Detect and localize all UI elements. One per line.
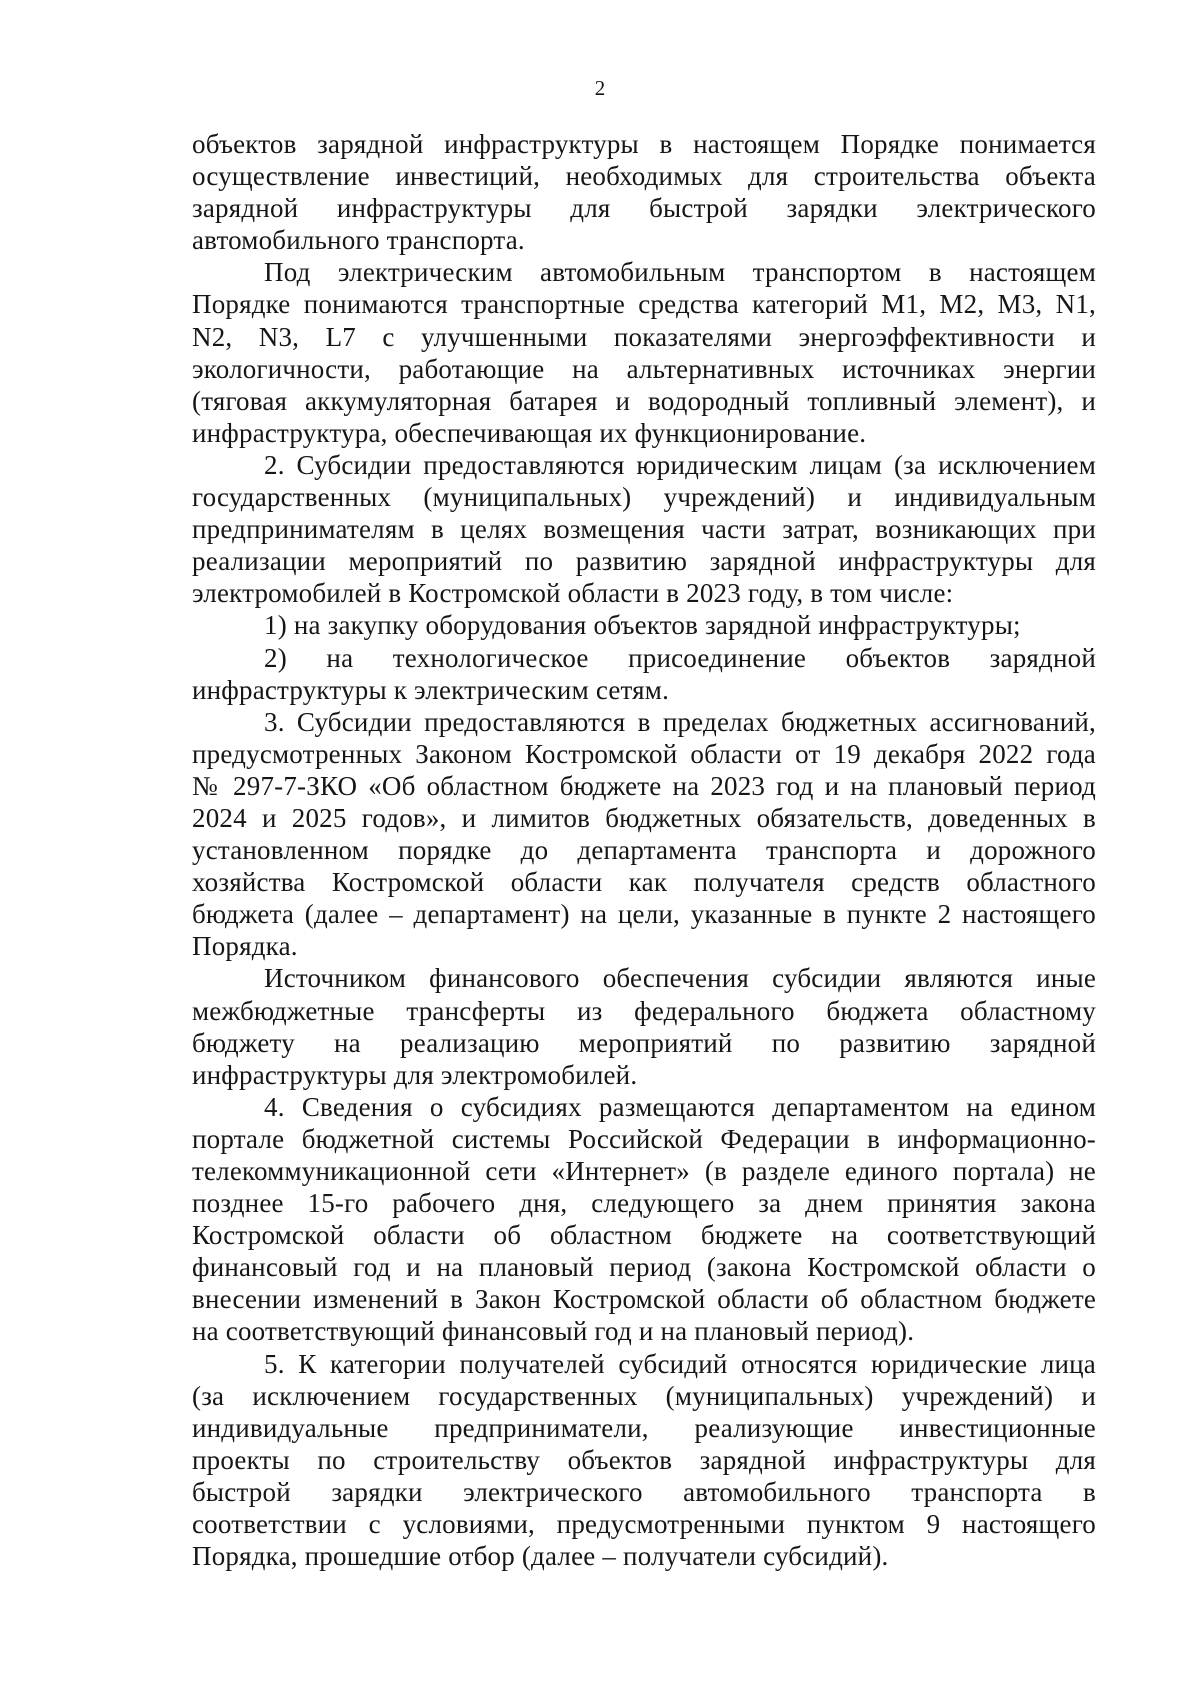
text-line: экологичности, работающие на альтернативных источниках энергии <box>192 353 1096 384</box>
text-line: инфраструктуры для электромобилей. <box>192 1059 638 1090</box>
document-body <box>192 128 1096 1572</box>
text-line: хозяйства Костромской области как получателя средств областного <box>192 867 1096 898</box>
text-line: 3. Субсидии предоставляются в пределах бюджетных ассигнований, <box>264 706 1096 737</box>
text-line: N2, N3, L7 с улучшенными показателями энергоэффективности и <box>192 321 1096 352</box>
text-line: бюджета (далее – департамент) на цели, указанные в пункте 2 настоящего <box>192 899 1096 930</box>
text-line: (тяговая аккумуляторная батарея и водородный топливный элемент), и <box>192 385 1096 416</box>
text-line: предпринимателям в целях возмещения части затрат, возникающих при <box>192 514 1096 545</box>
text-line: государственных (муниципальных) учреждений) и индивидуальным <box>192 482 1096 513</box>
text-line: 2024 и 2025 годов», и лимитов бюджетных обязательств, доведенных в <box>192 802 1096 833</box>
text-line: установленном порядке до департамента транспорта и дорожного <box>192 835 1096 866</box>
text-line: 4. Сведения о субсидиях размещаются департаментом на едином <box>264 1091 1096 1122</box>
text-line: проекты по строительству объектов зарядной инфраструктуры для <box>192 1444 1096 1475</box>
text-line: портале бюджетной системы Российской Федерации в информационно- <box>192 1123 1096 1154</box>
text-line: Костромской области об областном бюджете на соответствующий <box>192 1220 1096 1251</box>
text-line: инфраструктуры к электрическим сетям. <box>192 674 670 705</box>
text-line: предусмотренных Законом Костромской области от 19 декабря 2022 года <box>192 738 1096 769</box>
text-line: индивидуальные предприниматели, реализующие инвестиционные <box>192 1412 1096 1443</box>
text-line: 1) на закупку оборудования объектов зарядной инфраструктуры; <box>264 610 1021 641</box>
text-line: инфраструктура, обеспечивающая их функционирование. <box>192 417 867 448</box>
text-line: осуществление инвестиций, необходимых для строительства объекта <box>192 161 1096 192</box>
text-line: на соответствующий финансовый год и на плановый период). <box>192 1316 915 1347</box>
text-line: 5. К категории получателей субсидий относятся юридические лица <box>264 1348 1096 1379</box>
text-line: бюджету на реализацию мероприятий по развитию зарядной <box>192 1027 1096 1058</box>
text-line: Под электрическим автомобильным транспортом в настоящем <box>264 257 1096 288</box>
text-line: № 297-7-ЗКО «Об областном бюджете на 2023 год и на плановый период <box>192 770 1096 801</box>
text-line: Порядка. <box>192 931 298 962</box>
page-number: 2 <box>594 76 606 100</box>
text-line: Источником финансового обеспечения субсидии являются иные <box>264 963 1096 994</box>
text-line: Порядка, прошедшие отбор (далее – получатели субсидий). <box>192 1541 889 1572</box>
text-line: реализации мероприятий по развитию зарядной инфраструктуры для <box>192 546 1096 577</box>
text-line: телекоммуникационной сети «Интернет» (в разделе единого портала) не <box>192 1156 1096 1186</box>
text-line: Порядке понимаются транспортные средства категорий M1, M2, M3, N1, <box>192 289 1096 320</box>
text-line: внесении изменений в Закон Костромской области об областном бюджете <box>192 1284 1096 1315</box>
text-line: быстрой зарядки электрического автомобильного транспорта в <box>192 1476 1096 1507</box>
text-line: объектов зарядной инфраструктуры в настоящем Порядке понимается <box>192 129 1096 159</box>
text-line: (за исключением государственных (муниципальных) учреждений) и <box>192 1380 1096 1411</box>
text-line: электромобилей в Костромской области в 2023 году, в том числе: <box>192 578 954 609</box>
text-line: зарядной инфраструктуры для быстрой зарядки электрического <box>192 193 1096 224</box>
text-line: позднее 15-го рабочего дня, следующего за днем принятия закона <box>192 1188 1096 1219</box>
text-line: 2) на технологическое присоединение объектов зарядной <box>264 642 1096 673</box>
text-line: автомобильного транспорта. <box>192 225 525 256</box>
text-line: 2. Субсидии предоставляются юридическим лицам (за исключением <box>264 449 1096 480</box>
text-line: межбюджетные трансферты из федерального бюджета областному <box>192 995 1096 1026</box>
text-line: финансовый год и на плановый период (закона Костромской области о <box>192 1252 1096 1283</box>
text-line: соответствии с условиями, предусмотренными пунктом 9 настоящего <box>192 1509 1096 1540</box>
